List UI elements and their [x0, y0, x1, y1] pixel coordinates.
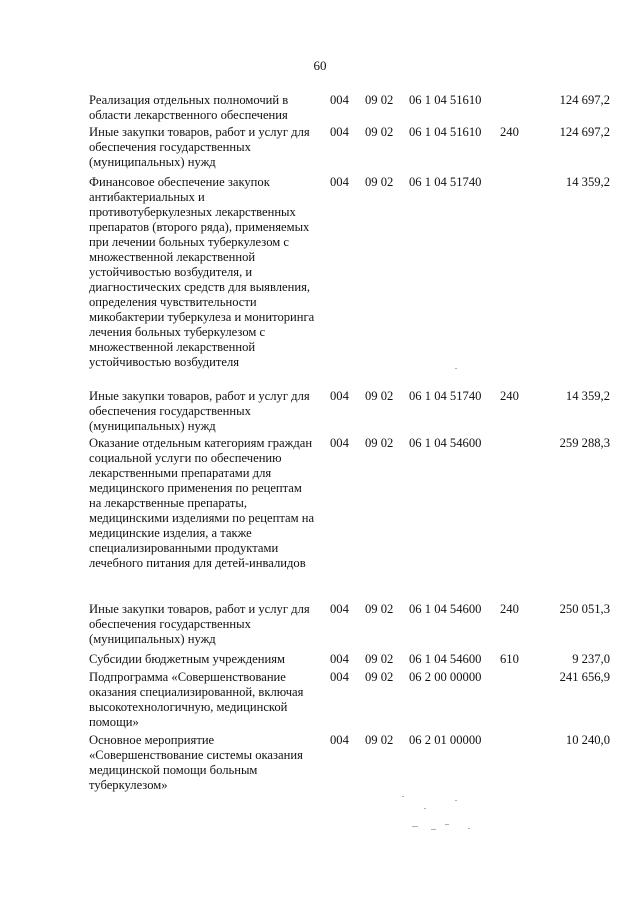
row-amount: 9 237,0: [572, 652, 610, 666]
row-description: Подпрограмма «Совершенствование оказания специализированной, включая высокотехнологичную, медицинской помощи»: [89, 670, 304, 729]
row-amount: 14 359,2: [565, 175, 610, 189]
row-description: Оказание отдельным категориям граждан социальной услуги по обеспечению лекарственными препаратами для медицинского применения по рецептам на лекарственные препараты, медицинскими изделиями по рецептам на медицинские изделия, а также специализированными продуктами лечебного питания для детей-инвалидов: [89, 436, 315, 570]
row-section-code: 09 02: [365, 670, 394, 684]
row-description: Субсидии бюджетным учреждениям: [89, 652, 285, 666]
row-gov-code: 004: [330, 389, 349, 403]
row-section-code: 09 02: [365, 389, 394, 403]
row-description: Иные закупки товаров, работ и услуг для обеспечения государственных (муниципальных) нужд: [89, 125, 310, 169]
row-target-article: 06 1 04 51740: [409, 175, 482, 189]
row-target-article: 06 1 04 51610: [409, 125, 482, 139]
row-gov-code: 004: [330, 175, 349, 189]
row-section-code: 09 02: [365, 733, 394, 747]
row-section-code: 09 02: [365, 175, 394, 189]
row-description: Иные закупки товаров, работ и услуг для обеспечения государственных (муниципальных) нужд: [89, 602, 310, 646]
row-target-article: 06 1 04 54600: [409, 652, 482, 666]
row-section-code: 09 02: [365, 602, 394, 616]
row-target-article: 06 2 01 00000: [409, 733, 482, 747]
row-amount: 124 697,2: [559, 125, 610, 139]
row-expense-type: 610: [500, 652, 519, 666]
row-gov-code: 004: [330, 436, 349, 450]
row-gov-code: 004: [330, 670, 349, 684]
row-section-code: 09 02: [365, 652, 394, 666]
row-section-code: 09 02: [365, 93, 394, 107]
row-gov-code: 004: [330, 602, 349, 616]
row-description: Иные закупки товаров, работ и услуг для обеспечения государственных (муниципальных) нужд: [89, 389, 310, 433]
row-expense-type: 240: [500, 125, 519, 139]
row-amount: 250 051,3: [559, 602, 610, 616]
row-expense-type: 240: [500, 389, 519, 403]
row-gov-code: 004: [330, 733, 349, 747]
row-target-article: 06 1 04 51610: [409, 93, 482, 107]
row-amount: 241 656,9: [559, 670, 610, 684]
row-target-article: 06 1 04 51740: [409, 389, 482, 403]
page-number: 60: [313, 58, 327, 73]
row-description: Финансовое обеспечение закупок антибактериальных и противотуберкулезных лекарственных препаратов (второго ряда), применяемых при лечении больных туберкулезом с множественной лекарственной устойчивостью возбудителя, и диагностических средств для выявления, определения чувствительности микобактерии туберкулеза и мониторинга лечения больных туберкулезом с множественной лекарственной устойчивостью возбудителя: [89, 175, 315, 369]
row-gov-code: 004: [330, 652, 349, 666]
row-section-code: 09 02: [365, 125, 394, 139]
row-expense-type: 240: [500, 602, 519, 616]
row-amount: 10 240,0: [565, 733, 610, 747]
row-section-code: 09 02: [365, 436, 394, 450]
row-target-article: 06 1 04 54600: [409, 602, 482, 616]
row-amount: 14 359,2: [565, 389, 610, 403]
row-target-article: 06 1 04 54600: [409, 436, 482, 450]
row-amount: 124 697,2: [559, 93, 610, 107]
row-description: Реализация отдельных полномочий в области лекарственного обеспечения: [89, 93, 289, 122]
row-gov-code: 004: [330, 125, 349, 139]
row-amount: 259 288,3: [559, 436, 610, 450]
row-target-article: 06 2 00 00000: [409, 670, 482, 684]
row-gov-code: 004: [330, 93, 349, 107]
row-description: Основное мероприятие «Совершенствование системы оказания медицинской помощи больным туберкулезом»: [89, 733, 303, 792]
